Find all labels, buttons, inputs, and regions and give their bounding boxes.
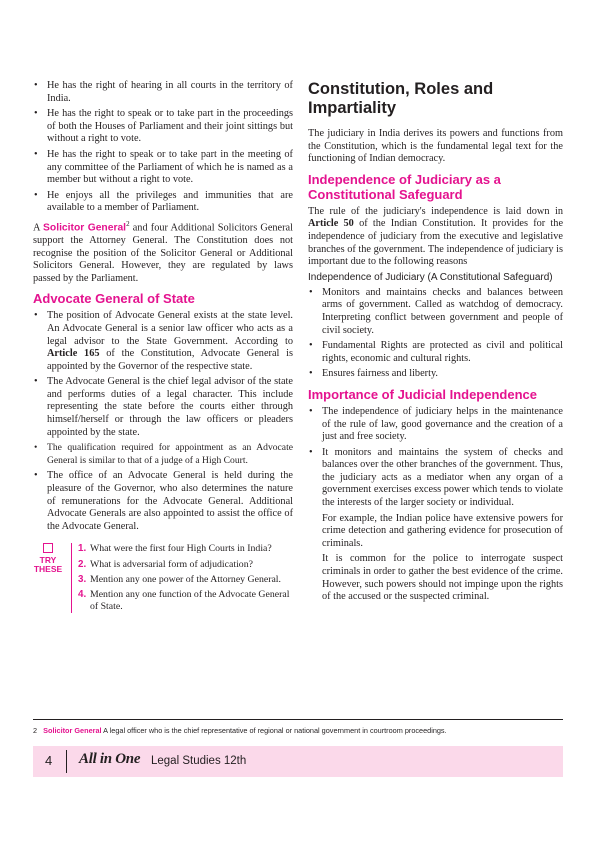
safeguard-list xyxy=(308,287,563,381)
footnote-text: A legal officer who is the chief representative of regional or national government in courtroom proceedings. xyxy=(101,726,447,735)
these-label: THESE xyxy=(33,564,63,575)
brand-logo: All in One xyxy=(79,751,141,767)
try-these-questions xyxy=(71,543,293,613)
safeguard-subheading: Independence of Judiciary (A Constitutional Safeguard) xyxy=(308,271,553,283)
list-item: • Ensures fairness and liberty. xyxy=(308,368,563,381)
importance-list xyxy=(308,406,563,604)
checkbox-icon xyxy=(43,543,53,553)
independence-heading: Independence of Judiciary as a Constitutional Safeguard xyxy=(308,171,501,202)
article-50-paragraph: The rule of the judiciary's independence is laid down in Article 50 of the Indian Constitution. It provides for the independence of judiciary from the executive and legislative branches of the government. The independence of judiciary is important due to the following reasons xyxy=(308,205,564,268)
left-column xyxy=(33,80,293,616)
list-item: • The qualification required for appointment as an Advocate General is similar to that of a judge of a High Court. xyxy=(33,442,293,467)
list-item: • It monitors and maintains the system of checks and balances over the other branches of the government. Thus, the judiciary acts as a mediator when any organ of a government exercises excess power which tends to violate the interests of the larger society or individual. For example, the Indian police have extensive powers for crime detection and gathering evidence for prosecution of criminals. It is common for the police to interrogate suspect criminals in order to gather the best evidence of the crime. However, such powers should not impinge upon the rights of the accused or the suspected criminal. xyxy=(308,447,563,604)
list-item: • He enjoys all the privileges and immunities that are available to a member of Parliament. xyxy=(33,190,293,215)
page-footer xyxy=(33,746,563,777)
list-item: • The office of an Advocate General is held during the pleasure of the Governor, who also determines the nature of remunerations for the Advocate General. Additional Advocate Generals are also appointed to assist the office of the Advocate General. xyxy=(33,470,293,533)
footnote-term: Solicitor General xyxy=(43,726,102,735)
footer-divider xyxy=(66,750,67,773)
footnote-ref: 2 xyxy=(126,219,130,228)
footnote xyxy=(33,719,563,735)
try-label: TRY xyxy=(39,555,57,566)
solicitor-general-term: Solicitor General xyxy=(43,222,127,234)
list-item: • The independence of judiciary helps in the maintenance of the rule of law, good governance and the creation of a just and free society. xyxy=(308,406,563,444)
page-number: 4 xyxy=(45,753,53,768)
book-title: Legal Studies 12th xyxy=(151,755,247,767)
attorney-general-list xyxy=(33,80,293,215)
list-item: • The Advocate General is the chief legal advisor of the state and performs duties of a legal character. This include representing the state before the courts either through himself/herself or through the law officers or pleaders appointed by the state. xyxy=(33,376,293,439)
example-paragraph: For example, the Indian police have extensive powers for crime detection and gathering evidence for prosecution of criminals. xyxy=(322,512,563,549)
list-item: • Fundamental Rights are protected as civil and political rights, economic and cultural rights. xyxy=(308,340,563,365)
intro-paragraph: The judiciary in India derives its powers and functions from the Constitution, which is the fundamental legal text for the functioning of Indian democracy. xyxy=(308,128,563,165)
section-title: Constitution, Roles and Impartiality xyxy=(308,80,494,117)
list-item: • The position of Advocate General exists at the state level. An Advocate General is a senior law officer who acts as a legal advisor to the State Government. According to Article 165 of the Constitution, Advocate General is appointed by the Governor of the respective state. xyxy=(33,310,293,373)
list-item: • He has the right to speak or to take part in the meeting of any committee of the Parliament of which he is named as a member but without a right to vote. xyxy=(33,149,293,187)
advocate-general-list xyxy=(33,310,293,533)
police-paragraph: It is common for the police to interrogate suspect criminals in order to gather the best evidence of the crime. However, such powers should not impinge upon the rights of the accused or the suspected criminal. xyxy=(322,553,563,603)
list-item: • He has the right to speak or to take part in the proceedings of both the Houses of Parliament and their joint sittings but without a right to vote. xyxy=(33,108,293,146)
footnote-number: 2 xyxy=(33,726,38,735)
try-these-badge xyxy=(33,543,63,574)
list-item: • Monitors and maintains checks and balances between arms of government. Called as watchdog of democracy. Interpreting conflict between government and people of civil society. xyxy=(308,287,563,337)
question-item: 4. Mention any one function of the Advocate General of State. xyxy=(78,589,290,613)
right-column xyxy=(308,80,563,607)
importance-heading: Importance of Judicial Independence xyxy=(308,386,537,402)
try-these-box xyxy=(33,543,293,613)
question-item: 2. What is adversarial form of adjudication? xyxy=(78,558,253,570)
solicitor-general-paragraph: A Solicitor General$^2$ and four Additional Solicitors General support the Attorney General. The Constitution does not recognise the position of the Solicitor General or Additional Solicitors General. However, they are regulated by laws passed by the Parliament. xyxy=(33,219,293,284)
advocate-general-heading: Advocate General of State xyxy=(33,291,195,307)
question-item: 1. What were the first four High Courts in India? xyxy=(78,543,272,555)
list-item: • He has the right of hearing in all courts in the territory of India. xyxy=(33,80,293,105)
question-item: 3. Mention any one power of the Attorney General. xyxy=(78,573,281,585)
